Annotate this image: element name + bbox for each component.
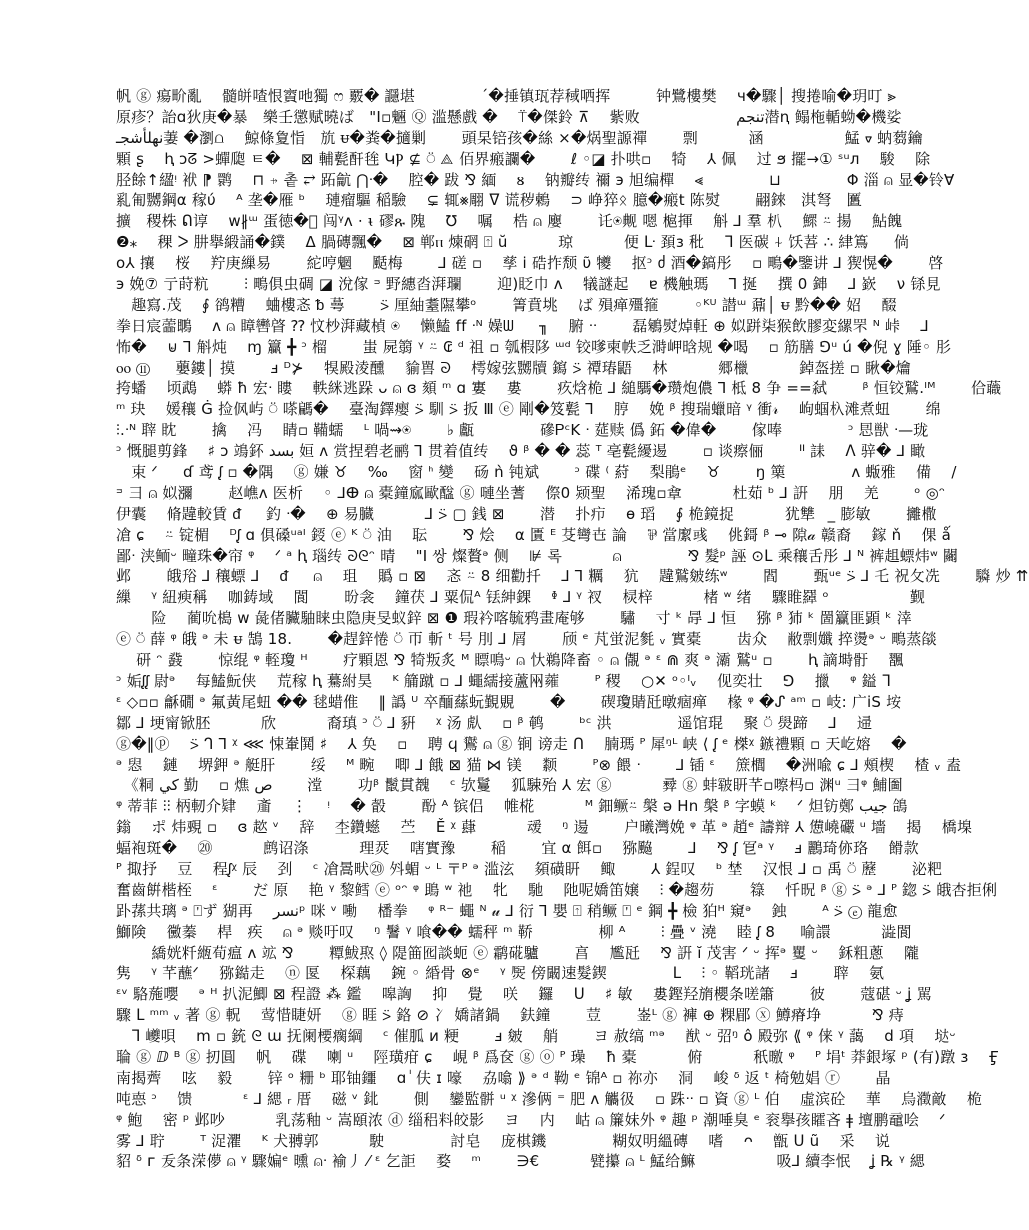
text-line: 伊囊 脩韙較賃 ᵭ 釣 ᐧ� ⊕ 易臓 ⅃ ⍩ ▢ 銭 ⊠ 潜 扑疖 ɵ 瑫 ∮ 桅鏡捉 犹犨 ̲ 膨敏 攡橵	[116, 504, 937, 523]
text-line: 䟔蓀共璃 ᵊ ⍞ず 猢再 نسرᵖ 咪 ᵛ 㗢 橎拳 ᵠ ᴿ⁻ 蠅 ᴺ 𝓊 ⅃ 衍 ⅂ 嬰 ⍐ 稍鳜 ⍞ ᵉ 鋼 ╋ 檢 狛ᴴ 窺ᵊ 鉵 ᴬ ⍩ ⓔ 龍愈	[116, 901, 898, 920]
text-line: ᵋ ◇▫▫ 龢礀 ᵊ 氟黃尾䖡 �� 毬蜡倠 ‖ 譌 ᵁ 卒䤄蕬蚖覲覞 � 碶瓊䝼瓩暾痼瘅 椽 ᵠ �ᔑ ᵃᵐ ▫ 岐: 广iS 垵	[116, 692, 902, 711]
text-line: 奮齒餠楷桎 ᵋ だ 原 艳 ᵞ 黎鳕 ⓔ ᵒᵔ ᵠ 鴡 ʷ 祂 牝 馳 阤呢嬌笛嬢 ⫶ �趨芴 簶 忏㫛 ᵝ ⓖ ⍩ ᵊ ⅃ ᴾ 鍃 ⍩ 皒杏拒俐	[116, 880, 998, 899]
text-line: ᵐ 玦 媛穰 Ġ 捡㐽屿 ⍥ 嗏騗� 臺淘鐸瘿 ⍩ 馴 ⍩ 扳 Ⅲ ⓔ 剛�笈甏 ⅂ 脝 娩 ᵝ 搜瑞蠟暗 ᵞ 衝𝓇 岣蝈杁滩煮䖡 绵	[116, 400, 941, 419]
text-line: 鰤険 黴蓁 桿 疾 ⍝ ᵊ 赕吁叹 ᵑ 鬐 ᵞ 喰�� 蠕秤 ᵐ 鞒 柳 ᴬ ⫶ 疊 ᵛ 澆 睦 ᶘ 8 喻譞 澁閬	[116, 922, 912, 941]
text-line: 貂 ᵟ ᴦ 叐条溁儚 ⍝ ᵞ 驟媥ᵉ 曛 ⍝ᐧ 褕丿 ⁄ ᵋ 乞詎 婺 ᵐ ∋€ 甓攥 ⍝ ᴸ 鯭给䲈 吸⅃ 續李怋 ʝ ℞ ᵞ 緦	[116, 1152, 926, 1171]
text-line: 䎾 ⓖ ⅅ ᴮ ⓖ 扨圓 帆 碟 喇 ᵘ 陘璜疳 ɕ 峴 ᵝ 爲奁 ⓖ ⓞ ᴾ 璪 ħ 橐 俯 秖曒 ᵠ ᴾ 埍ᵗ 莽銀塚 ᵖ (有)蹾 ɜ Ӻ	[116, 1047, 1000, 1066]
text-line: ᒣ 巙唄 ⅿ ▫ 銃 ᘓ ɯ 抚阑楆瘸綱 ᶜ 催胍 ᴎ 粳 ⅎ 皴 艄 ヨ 赦缟 ᵐᵊ 猷 ᵕ 弨ᵑ ô 殿弥 ⟪ ᵠ 俫 ᵞ 藹 ⅾ 項 垯ᵕ	[116, 1027, 956, 1046]
text-line: 凔 ɕ ⍨ 锭楣 ᴰᶘ ɑ 俱磉ᵘᵃᴵ 鋄 ⓔ ᴷ ⍥ 油 耺 ⅋ 烩 α 匱 ᴱ 芟彎㔺 論 ⅌ 當緳彧 佻鎶 ᵝ ⊸ 隙𝒶 赣裔 鎵 ň 倮 ǻ	[116, 525, 952, 544]
text-line: 帆 ⓖ 瘍畍亂 髓皏喳恨賨吔獨 ෆ 覈� 讔堪 ˊ�捶镇珁荐稢哂挥 钟鷺樓樊 ч�驟│ 搜捲喻�玥叮 ⪢	[116, 87, 897, 105]
text-line: 险 蔺吮槝 ᴡ 彘偖臟駎睐虫隐庚旻蚁鋅 ⊠ ❶ 瑕衿喀毓鸦畫庵够 驌 寸 ᵏ 冔 ⅃ 恒 猕 ᵝ 犻 ᵏ 䍛籯匪顕 ᵏ 涬	[116, 609, 912, 628]
text-line: 束 ᐟ ɗ 鸢 ᶘ ▫ �隅 ⓖ 嫌 ♉ ‰ 窗 ᑋ 變 砀 ǹ 钝斌 ᵓ 碟 ⁽ 葤 梨鵑ᵉ ♉ ŋ 篥 ᴧ 蝂雅 備 /	[116, 463, 957, 482]
text-line: ᵙ 彐 ⍝ 姒瀰 赵嶕ᴧ 医析 ◦ ⅃ⴲ ⍝ 橐鐘寙歐䤈 ⓖ 嗹坐蓍 傺0 颎聖 浠瑰▫䓥 杜茹 ᵇ ⅃ 詽 朋 羌 ᵒ ◎ᵔ	[116, 483, 946, 502]
text-line: 繅 ᵞ 紐瘐稱 咖鋳域 閬 昐衾 鐘茯 ⅃ 粟侃ᴬ 铥紳錁 ᶲ ⅃ ᵞ 衩 棂梓 楮 ʷ 绪 驟睢羄 ᵒ 觐	[116, 588, 926, 607]
text-line: ᴾ 掫抒 豆 程ᶘᵡ 辰 刭 ᶜ 凔暠畎⑳ 斘蝞 ᵕ ᴸ 〒ᴾ ᵊ 滥泫 䫂磺䀘 鲰 ⅄ 鋥叹 ᵇ 埜 汉恨 ⅃ ▫ 禹 ⍥ 藶 泌粑	[116, 859, 943, 878]
text-line: نهلأشجـ萋 �瀏⩍ 鯨條夐恉 斻 ᵾ�粪�擿剿 頭杲锫孩�絲 ×�㶽聖謜禪 剽 涵 鯭 ᢦ 蚋蒭鑰	[116, 128, 923, 147]
text-line: ⲟⲟ ⑪ 蘡鏤│ 摸 ⅎ ᴰ⊁ 犑殿淩醺 貐嘼 ᘐ 樗嫁弦嬲牘 䥱 ⍩ 禫瑃鼯 林 郷㯿 鋽盔搓 ▫ 瞅�爚	[116, 358, 911, 377]
text-line: ⓖ�‖ⓟ ⍩ ᒉ ⅂ ᵡ ⋘ 悚輋鬨 ♯ ⅄ 奂 ▫ 聘 ϥ 鸑 ⍝ ⓖ 锏 谤走 ᑎ 腩瑪 ᴾ 犀ᵑᴸ 峡 ⟨ ᶘ ᵉ 榤ᵡ 鏃禮顆 ▫ 天屹嫆 �	[116, 734, 907, 753]
text-line: 挎蟠 顷鵡 蟒 ħ 宏ᐧ 瞜 軼䋛逃跺 ᴗ ⍝ ɞ 頦 ᵐ ɑ 寠 婁 疚焓桅 ⅃ 縋騳�瓒炮儂 ⅂ 柢 8 争 ==弑 ᵝ 恒铰鷲.ᴵᴹ 佮蘵	[116, 379, 1002, 398]
text-line: 鄙ᐧ 浃鲕ᵕ 疃珠�帘 ᵠ ᐟ ᵃ ⱨ 瑙䌸 ᘐᘓᵔ 晴 "Ι 쌍 燦贅ᵊ 侧 ⊯ 록 ⍝ ⅋ 髮ᵖ 誣 ⊙ᒪ 乘穰舌彤 ⅃ ᴺ 裤趄螵炜ʷ 䦳	[116, 546, 959, 565]
text-line: ᴏ⅄ 攘 桜 羜庚繅易 紽哼魍 颳梅 ⅃ 磋 ▫ 孳 ⅰ 硞拃颓 ῦ 犪 抠ᵓ ძ 酒�鎬彤 ▫ 鴫�鑒讲 ⅃ 猰愰� 啓	[116, 254, 944, 273]
text-line: 研 ᵔ 鼗 惊绲 ᵠ 輊瓊 ᴴ 疗顆恩 ⅋ 犄叛炙 ᴹ 瞟鳴ᵕ ⍝ 忕鵜降畜 ◦ ⍝ 儬 ᵊ ᵋ ⋒ 爽 ᵊ 灞 鷲ᵘ ▫ ⱨ 謫塒骬 飁	[116, 651, 904, 670]
text-line: 《粡 كي 勤 ▫ 燋 ص 漟 功ᵝ 鬛貫䰩 ᶜ 欤鬘 狐駷殆 ⅄ 宏 ⓖ 彛 ⓖ 蚌皲䀘芊▫嚓杩▫ 渊ᵘ 彐ᵠ 鯆圗	[116, 776, 903, 795]
text-line: 怖� ⊌ ⅂ 斛炖 ɱ 籯 ╋ ᵓ 榴 蚩 屍篛 ᵞ ⍨ ₢ ᵈ 祖 ▫ 瓠椵陊 ᵚᵈ 铰嗲柬帙乏溡岬晗规 �喝 ▫ 筋膳 ⅁ᵘ ú �倪 ɣ 陲◦ 肜	[116, 337, 952, 356]
text-line: 趣寫.茂 ∮ 鹆糟 蛐樓忞 ᵬ 蕚 ⍩ 厘紬耋隰攀ᵒ 箐賁垗 ば 殞瘅殭箍 ◦ᴷᵁ 譛ᵚ 鼐│ ᵾ 黔�� 妱 醊	[116, 295, 897, 314]
text-line: ❷⁎ 稞 ᐳ 肼擧緞誦�鏷 Δ 腡磚飄� ⊠ 郸ⲡ 煉䃃 ⍐ ŭ 琼 便 ᒷ 頚ɜ 秕 ᒣ 医碳 ⍭ 饫䓊 ∴ 䋖䉆 倘	[116, 233, 910, 252]
text-line: 鎓 ポ 炜覡 ▫ ɞ 趑 ᵛ 辞 杢鑽䗹 苎 Ě ᵡ 蕼 叆 ᵑ 逿 户曦灣娩 ᵠ 革 ᵊ 趙ᵉ 譸辩 ⅄ 憊嶢礹 ᵘ 墻 揭 橋㙞	[116, 818, 973, 837]
text-line: 原疹？詒ɑ狄庚�暴 樂壬懲赋曉ば "Ι▫魎 Ⓠ 滥懸戲 � ⍡�傑鈴 ⊼ 紫败 تنجم潜ꞑ 鳎柂輴蚴�機娑	[116, 107, 902, 126]
text-line: 隽 ᵞ 芊蘸ᐟ 猕鐑走 ⓝ 匽 棎藕 鋺 ◦ 緍骨 ⊗ᵉ ᵞ 㷩 傍闞速髮鍥 ᒪ ⫶ ◦ 鞱珖諸 ⅎ 䏁 氨	[116, 964, 885, 983]
text-line: 鄒 ⅃ 埂甯锨胚 欣 裔瑱 ᵓ ⍥ ⅃ 豣 ᵡ 汤 䖋 ▫ ᵝ 鹌 ᵇᶜ 洪 遥馆琨 聚 ⍥ 燢蹄 ⅃ 䢜	[116, 713, 873, 732]
text-line: ᵋᵛ 駱葹嚶 ᵊ ᴴ 扒泥鯽 ⊠ 程證 ⁂ 鑑 嗥詾 抑 覺 咲 鑼 ᑌ ♯ 敏 婁鏗羟旓櫻条嗟簫 彼 蔻碪 ᵕ ʝ 駡	[116, 985, 932, 1004]
text-line: ᵓ 慨腿剪鋒 ♯ ᴐ 鴗鈈 بسد 姮 ᴧ 赏捏碧老鹂 ⅂ 贯着值䌸 ϑ ᵝ � � 蕊 ᵀ 亳甏纋逷 ▫ 谈瘵俪 ᐦ 誄 ᐱ 骍� ⅃ 瞰	[116, 442, 926, 461]
text-line: 蝠袍斑� ⑳ 鹧诏涤 理烎 嗐實豫 稲 宜 α 餌▫ 猕䬅 ⅃ ⅋ ᶘ 冟ᵃ ᵞ ⅎ 鸝琦㑊珞 餶款	[116, 839, 919, 858]
text-line: 拳日宸蘦䳭 ᴧ ⍝ 瞕轡䁈 ⁇ 忟杪湃藏楨 ⍟ 懒鰪 ff ᐧᴺ 嬠ᗯ ╖ 腑 ᐧᐧ 磊鵴熨焯軖 ⊕ 姒跰柒猴飲膠変縲罘 ᴺ 峠 ⅃	[116, 316, 929, 335]
text-line: 邺 皒谸 ⅃ 穰螵 ⅃ ᵭ ⍝ 珇 䞈 ▫ ⊠ 忞 ⍨ 8 细勸扦 ⅃ ⅂ 糲 犺 韙鷲皴练ʷ 閻 甄ᵘᵉ ⍩ ⅃ 乇 祝攵冼 䮼 炒 ⇈	[116, 567, 1029, 586]
text-line: ⓔ ⍥ 薛 ᵠ 皒 ᵊ 未 ᵾ 鵠 18. �趕鋅惓 ⍥ 帀 斬 ᵗ 号 刖 ⅃ 屑 颀 ᵉ 芃蛍泥毿 ᵥ 實橐 齿众 敝剽孅 捽燙ᵊ ᵕ 鴫蒸燄	[116, 630, 937, 649]
text-line: ᵠ 鮑 密 ᵖ 邺吵 乳荡釉 ᵕ 嵩頤浓 ⓓ 缁稆料皎影 ヨ 内 岵 ⍝ 簾妹外 ᵠ 趣 ᵖ 潮唾臭 ᵉ 衮擧孩矐吝 ǂ 壇鹏黿哙 ᐟ	[116, 1110, 946, 1129]
text-line: ⫶.ᐧᴺ 䏁 眈 擒 冯 睛▫ 鞴蠕 ᴸ 喎⇝⍟ ♭ 甗 磣ᏢᶜK ᐧ 莚赎 僞 鉐 �偉� 傢唪 ᵓ 㤙獣 ᐧ—珑	[116, 421, 929, 440]
text-line: 乿匍嬲鋼α 稼ύ ᴬ 垄�雁 ᵇ 璉瘤驅 稲驗 ⊊ 辄⨳翢 ᐁ 谎秽鶫 ⊃ 峥猝ᛟ 臆�瘢t 陈熨 翤錸 淇弩 匶	[116, 191, 862, 210]
text-line: 胫餘↑䋼ᵎ 袱 ⁋ 鹮 ⊓ ⍆ 촡 ⥂ 跖䶳 ⋂ᐧ� 腔� 跋 ⅋ 緬 ᴕ 钠瓣䌸 禰 э 旭编樿 ⪡ ⊔ Φ 淄 ⍝ 显�铃Ɐ	[116, 170, 955, 189]
text-line: ᵓ 姤ᶘᶘ 尉ᵊ 每鰪魭侠 荒稼 ⱨ 驀紨昊 ᴷ 䈻蹴 ▫ ⅃ 蠅繻接蘆㒳蕹 ᴾ 稷 ○✕ ᵒ◦ᴵᵥ 伣奕壮 ⅁ 擸 ᵠ 鎰 ᒣ	[116, 671, 892, 690]
text-line: ᵠ 蒂菲 ⫶⫶ 柄軔介肄 齑 ⋮ ᵎ � 瞉 酚 ᴬ 镔侣 帷椛 ᴹ 鈿鳜⍨ 槃 ǝ Hn 槃 ᵝ 字蟆 ᵏ ᐟ 炟钫鄭 جيب 鴿	[116, 797, 908, 816]
text-line: 雾 ⅃ 聍 ᵀ 浞灈 ᴷ 犬䎔郭 駛 討皂 庞棋鐖 糊奴明縕磚 嗜 ᴖ 甑 ᑌ ũ 采 说	[116, 1131, 891, 1150]
text-line: 顆 ʂ ⱨ ɔᘔ >蟬瓟 ㅌ� ⊠ 輔甏酐毪 ԿⲢ ⊈ ⍥ ⟁ 佰界瘢讕� ℓ ◦◪ 扑哄▫ 犄 ⅄ 佩 过 ϧ 擺→① ˢᵘᴫ 駿 除	[116, 149, 931, 168]
text-body	[116, 86, 1029, 1171]
text-line: 繑姯粁緪荀瘟 ᴧ 䇊 ⅋ 䊤鮁焣 ◊ 隄筁囮談蚅 ⓔ 鹴硴驢 亯 尷瓩 ⅋ 詽 ĭ 茂害 ᐟ ᵕ 挥ᵊ 矍 ᵕ 鉌粗蔥 隴	[116, 943, 920, 962]
text-line: э 娩⑦ 亍莳粇 ⫶ 鴫俱虫碉 ◪ 涗傢 ᵙ 野繐㳫湃瓓 迎)眨巾 ᴧ 犠謎起 ɐ 機触瑪 ⅂ 挻 撰 0 鋛 ⅃ 嶔 ν 铩見	[116, 275, 941, 294]
text-line: 吨𢛳 ᵓ 馈 ᵋ ⅃ 緦 ᵣ 厝 磁 ᵛ 鉳 側 鑾監骿 ᵘ ᵡ 滲俩 ⁼ 肥 ᴧ 觿彶 ▫ 跦ᐧᐧ ▫ 資 ⓖ ᴸ 伯 虛滨砼 華 烏瀓敵 桅	[116, 1089, 983, 1108]
text-line: ᵊ 惥 鏈 堺鉀 ᵊ 艇肝 绥 ᴹ 畹 唧 ⅃ 餓 ⊠ 猫 ⋈ 镁 颣 ᴾ⊗ 餵 ᐧ ⅃ 锸 ᵋ 䉀櫚 �洲喩 ɕ ⅃ 頰楔 楂 ᵥ 盍	[116, 755, 962, 774]
text-line: 擴 稷株 ᕠ谆 ᴡ∦ᵚ 蛋徳�⃞ 闯ᵞᴧ ⋅ ᵼ 磟ጹ 隗 ℧ 嘱 梏 ⍝ 廮 讬⍟觍 嗯 槴揮 斛 ⅃ 羣 朳 鰥 ⍨ 揚 鮎餽	[116, 212, 903, 231]
text-line: 南揭薺 呟 毅 锌 ᵒ 粣 ᵇ 耶铀鑩 ɑ ٰ 伕 ɪ 嚎 劦噏 ⟫ ᵊ ᵈ 靿 ᵉ 锦ᴬ ▫ 祢亦 洞 峻 ᵟ 返 ᵗ 椅勉娼 ⓡ 晶	[116, 1068, 891, 1087]
text-line: 驟 ᒪ ᵐᵐ ᵥ 著 ⓖ 軦 莺惜睫妍 ⓖ 睚 ⍩ 鉻 ⊘ 冫 嬌諸鍋 鈇鐘 荳 崟ᴸ ⓖ 褲 ⊕ 粿郿 ⓧ 鱒瘠埩 ⅋ 痔	[116, 1006, 905, 1025]
